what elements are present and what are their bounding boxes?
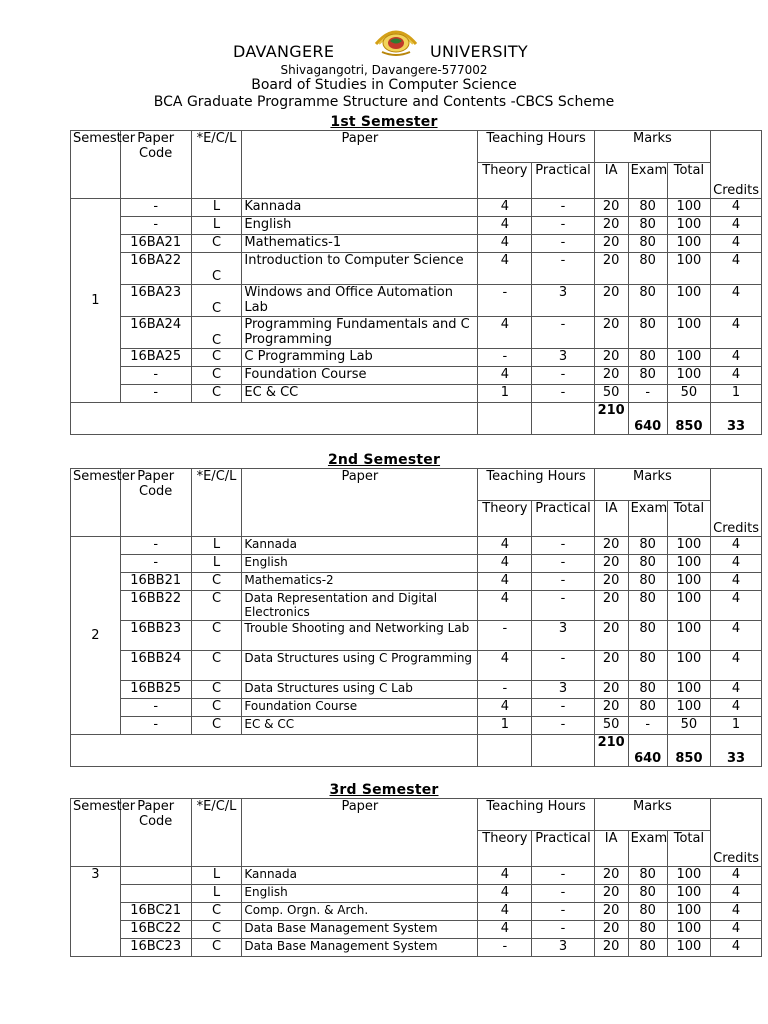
paper-code: 16BC22 [120, 921, 191, 939]
paper-name: Kannada [242, 867, 478, 885]
semester-3-title: 3rd Semester [329, 782, 439, 798]
ia-marks: 20 [594, 253, 628, 285]
university-logo-icon [372, 24, 420, 58]
col-semester: Semester [71, 799, 121, 867]
semester-2-title: 2nd Semester [327, 452, 441, 468]
col-marks: Marks [594, 131, 710, 163]
table-row [71, 217, 762, 235]
practical-hours: - [532, 317, 594, 349]
total-marks: 100 [667, 651, 710, 681]
theory-hours: - [478, 621, 532, 651]
exam-marks: 80 [628, 921, 667, 939]
table-row [71, 317, 762, 349]
total-marks: 100 [667, 349, 710, 367]
exam-marks: 80 [628, 537, 667, 555]
table-row [71, 903, 762, 921]
paper-name: Programming Fundamentals and C Programming [242, 317, 478, 349]
practical-hours: - [532, 921, 594, 939]
practical-hours: 3 [532, 621, 594, 651]
ia-marks: 20 [594, 235, 628, 253]
exam-marks: 80 [628, 285, 667, 317]
table-row [71, 555, 762, 573]
paper-code: 16BB22 [120, 591, 191, 621]
paper-type: L [191, 885, 242, 903]
table-row [71, 235, 762, 253]
credits: 4 [711, 651, 762, 681]
credits: 4 [711, 555, 762, 573]
paper-name: Kannada [242, 537, 478, 555]
paper-code: - [120, 555, 191, 573]
exam-marks: 80 [628, 591, 667, 621]
paper-type: C [191, 285, 242, 317]
table-row [71, 573, 762, 591]
paper-type: L [191, 199, 242, 217]
exam-marks: 80 [628, 621, 667, 651]
paper-name: EC & CC [242, 385, 478, 403]
semester-1-table [70, 130, 762, 435]
paper-type: C [191, 717, 242, 735]
semester-2-table [70, 468, 762, 767]
exam-marks: 80 [628, 903, 667, 921]
paper-name: Mathematics-2 [242, 573, 478, 591]
exam-marks: 80 [628, 555, 667, 573]
paper-code: 16BB25 [120, 681, 191, 699]
university-address: Shivagangotri, Davangere-577002 [280, 63, 488, 77]
paper-code: 16BB24 [120, 651, 191, 681]
col-ia: IA [594, 501, 628, 537]
theory-hours: 4 [478, 903, 532, 921]
university-name-left: DAVANGERE [233, 42, 335, 61]
table-row [71, 285, 762, 317]
theory-hours: - [478, 681, 532, 699]
total-marks: 100 [667, 367, 710, 385]
ia-marks: 20 [594, 573, 628, 591]
ia-marks: 20 [594, 217, 628, 235]
ia-marks: 50 [594, 385, 628, 403]
col-credits: Credits [711, 469, 762, 537]
paper-code: 16BC21 [120, 903, 191, 921]
paper-code: 16BA22 [120, 253, 191, 285]
table-row [71, 385, 762, 403]
ia-marks: 20 [594, 903, 628, 921]
paper-name: Data Structures using C Programming [242, 651, 478, 681]
paper-name: English [242, 217, 478, 235]
paper-code: 16BA25 [120, 349, 191, 367]
paper-type: C [191, 903, 242, 921]
theory-hours: - [478, 349, 532, 367]
paper-type: C [191, 385, 242, 403]
marks-total: 850 [667, 403, 710, 435]
practical-hours: 3 [532, 939, 594, 957]
paper-code: - [120, 537, 191, 555]
exam-total: 640 [628, 403, 667, 435]
practical-hours: - [532, 591, 594, 621]
table-row [71, 367, 762, 385]
practical-hours: - [532, 573, 594, 591]
credits: 4 [711, 573, 762, 591]
practical-hours: 3 [532, 349, 594, 367]
total-marks: 100 [667, 573, 710, 591]
semester-number: 3 [71, 867, 121, 957]
semester-number: 2 [71, 537, 121, 735]
credits: 4 [711, 903, 762, 921]
paper-type: L [191, 537, 242, 555]
ia-marks: 20 [594, 699, 628, 717]
practical-hours: - [532, 903, 594, 921]
total-marks: 100 [667, 867, 710, 885]
practical-hours: - [532, 199, 594, 217]
total-marks: 100 [667, 235, 710, 253]
theory-hours: 4 [478, 651, 532, 681]
paper-code: - [120, 717, 191, 735]
credits: 4 [711, 199, 762, 217]
practical-hours: 3 [532, 285, 594, 317]
paper-type: C [191, 235, 242, 253]
table-row [71, 591, 762, 621]
exam-marks: 80 [628, 885, 667, 903]
credits: 4 [711, 885, 762, 903]
paper-name: Mathematics-1 [242, 235, 478, 253]
theory-hours: 4 [478, 217, 532, 235]
total-marks: 100 [667, 285, 710, 317]
credits: 4 [711, 921, 762, 939]
paper-name: C Programming Lab [242, 349, 478, 367]
theory-hours: 4 [478, 573, 532, 591]
ia-marks: 20 [594, 867, 628, 885]
practical-hours: - [532, 651, 594, 681]
table-row [71, 537, 762, 555]
theory-hours: - [478, 939, 532, 957]
table-row [71, 921, 762, 939]
table-row [71, 621, 762, 651]
practical-hours: - [532, 555, 594, 573]
total-marks: 100 [667, 537, 710, 555]
paper-type: C [191, 253, 242, 285]
total-marks: 100 [667, 555, 710, 573]
credits: 1 [711, 717, 762, 735]
credits: 1 [711, 385, 762, 403]
table-row [71, 939, 762, 957]
table-header-row [71, 131, 762, 163]
col-practical: Practical [532, 163, 594, 199]
credits-total: 33 [711, 735, 762, 767]
paper-type: C [191, 349, 242, 367]
credits: 4 [711, 867, 762, 885]
exam-marks: 80 [628, 939, 667, 957]
col-marks: Marks [594, 469, 710, 501]
programme-title: BCA Graduate Programme Structure and Contents -CBCS Scheme [153, 94, 615, 110]
ia-marks: 20 [594, 591, 628, 621]
paper-type: C [191, 367, 242, 385]
board-title: Board of Studies in Computer Science [251, 77, 517, 93]
totals-row [71, 735, 762, 767]
theory-hours: 4 [478, 199, 532, 217]
col-total: Total [667, 163, 710, 199]
practical-hours: - [532, 537, 594, 555]
ia-marks: 20 [594, 537, 628, 555]
col-marks: Marks [594, 799, 710, 831]
paper-type: L [191, 555, 242, 573]
paper-type: C [191, 651, 242, 681]
total-marks: 100 [667, 939, 710, 957]
ia-marks: 20 [594, 317, 628, 349]
exam-marks: - [628, 385, 667, 403]
theory-hours: 4 [478, 555, 532, 573]
paper-name: Comp. Orgn. & Arch. [242, 903, 478, 921]
practical-hours: 3 [532, 681, 594, 699]
totals-row [71, 403, 762, 435]
paper-type: C [191, 591, 242, 621]
col-teaching-hours: Teaching Hours [478, 799, 594, 831]
exam-marks: 80 [628, 235, 667, 253]
credits: 4 [711, 367, 762, 385]
paper-type: C [191, 921, 242, 939]
theory-hours: - [478, 285, 532, 317]
theory-hours: 1 [478, 717, 532, 735]
exam-marks: - [628, 717, 667, 735]
practical-hours: - [532, 385, 594, 403]
paper-type: C [191, 573, 242, 591]
col-paper: Paper [242, 799, 478, 867]
paper-name: Windows and Office Automation Lab [242, 285, 478, 317]
table-row [71, 349, 762, 367]
theory-hours: 4 [478, 317, 532, 349]
ia-marks: 20 [594, 921, 628, 939]
table-row [71, 199, 762, 217]
paper-code: 16BB21 [120, 573, 191, 591]
theory-hours: 4 [478, 867, 532, 885]
col-paper-code: Paper Code [120, 799, 191, 867]
col-paper-code: Paper Code [120, 131, 191, 199]
paper-type: C [191, 939, 242, 957]
col-credits: Credits [711, 131, 762, 199]
paper-name: Data Structures using C Lab [242, 681, 478, 699]
total-marks: 50 [667, 385, 710, 403]
col-teaching-hours: Teaching Hours [478, 131, 594, 163]
practical-hours: - [532, 717, 594, 735]
paper-code: - [120, 199, 191, 217]
ia-marks: 20 [594, 939, 628, 957]
paper-name: English [242, 555, 478, 573]
total-marks: 100 [667, 591, 710, 621]
credits-total: 33 [711, 403, 762, 435]
table-row [71, 867, 762, 885]
col-ecl: *E/C/L [191, 131, 242, 199]
ia-total: 210 [594, 735, 628, 767]
exam-marks: 80 [628, 367, 667, 385]
col-credits: Credits [711, 799, 762, 867]
paper-code: 16BA23 [120, 285, 191, 317]
paper-type: L [191, 867, 242, 885]
paper-code: 16BA24 [120, 317, 191, 349]
col-ecl: *E/C/L [191, 469, 242, 537]
col-practical: Practical [532, 831, 594, 867]
paper-type: C [191, 621, 242, 651]
total-marks: 100 [667, 903, 710, 921]
exam-marks: 80 [628, 199, 667, 217]
col-practical: Practical [532, 501, 594, 537]
credits: 4 [711, 349, 762, 367]
col-semester: Semester [71, 131, 121, 199]
total-marks: 100 [667, 253, 710, 285]
theory-hours: 4 [478, 885, 532, 903]
credits: 4 [711, 217, 762, 235]
theory-hours: 4 [478, 591, 532, 621]
table-row [71, 681, 762, 699]
ia-marks: 20 [594, 885, 628, 903]
table-row [71, 717, 762, 735]
paper-type: C [191, 317, 242, 349]
col-teaching-hours: Teaching Hours [478, 469, 594, 501]
practical-hours: - [532, 217, 594, 235]
exam-marks: 80 [628, 253, 667, 285]
col-paper: Paper [242, 131, 478, 199]
credits: 4 [711, 699, 762, 717]
paper-name: English [242, 885, 478, 903]
col-ia: IA [594, 163, 628, 199]
paper-type: L [191, 217, 242, 235]
marks-total: 850 [667, 735, 710, 767]
col-theory: Theory [478, 831, 532, 867]
ia-marks: 20 [594, 367, 628, 385]
practical-hours: - [532, 235, 594, 253]
credits: 4 [711, 591, 762, 621]
col-ia: IA [594, 831, 628, 867]
table-row [71, 885, 762, 903]
exam-marks: 80 [628, 217, 667, 235]
ia-marks: 20 [594, 199, 628, 217]
paper-name: Trouble Shooting and Networking Lab [242, 621, 478, 651]
theory-hours: 4 [478, 367, 532, 385]
total-marks: 100 [667, 317, 710, 349]
ia-total: 210 [594, 403, 628, 435]
paper-name: Introduction to Computer Science [242, 253, 478, 285]
semester-3-table [70, 798, 762, 957]
ia-marks: 20 [594, 285, 628, 317]
table-row [71, 253, 762, 285]
university-name-right: UNIVERSITY [430, 42, 528, 61]
practical-hours: - [532, 367, 594, 385]
semester-1-title: 1st Semester [330, 114, 438, 130]
theory-hours: 1 [478, 385, 532, 403]
exam-marks: 80 [628, 651, 667, 681]
table-header-row [71, 799, 762, 831]
theory-hours: 4 [478, 537, 532, 555]
ia-marks: 50 [594, 717, 628, 735]
paper-code: - [120, 217, 191, 235]
col-ecl: *E/C/L [191, 799, 242, 867]
total-marks: 100 [667, 921, 710, 939]
paper-code [120, 867, 191, 885]
theory-hours: 4 [478, 235, 532, 253]
credits: 4 [711, 681, 762, 699]
credits: 4 [711, 621, 762, 651]
credits: 4 [711, 939, 762, 957]
paper-name: Data Base Management System [242, 921, 478, 939]
col-exam: Exam [628, 163, 667, 199]
ia-marks: 20 [594, 651, 628, 681]
paper-code: - [120, 699, 191, 717]
credits: 4 [711, 317, 762, 349]
ia-marks: 20 [594, 349, 628, 367]
paper-name: Foundation Course [242, 367, 478, 385]
col-paper-code: Paper Code [120, 469, 191, 537]
theory-hours: 4 [478, 921, 532, 939]
paper-code [120, 885, 191, 903]
total-marks: 100 [667, 885, 710, 903]
total-marks: 100 [667, 699, 710, 717]
col-semester: Semester [71, 469, 121, 537]
paper-code: - [120, 385, 191, 403]
exam-marks: 80 [628, 349, 667, 367]
paper-name: Data Base Management System [242, 939, 478, 957]
exam-marks: 80 [628, 681, 667, 699]
total-marks: 100 [667, 199, 710, 217]
paper-type: C [191, 681, 242, 699]
table-header-row [71, 469, 762, 501]
exam-marks: 80 [628, 317, 667, 349]
paper-name: Data Representation and Digital Electronics [242, 591, 478, 621]
paper-code: 16BA21 [120, 235, 191, 253]
paper-name: EC & CC [242, 717, 478, 735]
credits: 4 [711, 253, 762, 285]
paper-code: - [120, 367, 191, 385]
practical-hours: - [532, 885, 594, 903]
col-theory: Theory [478, 163, 532, 199]
paper-code: 16BB23 [120, 621, 191, 651]
paper-name: Kannada [242, 199, 478, 217]
paper-name: Foundation Course [242, 699, 478, 717]
practical-hours: - [532, 253, 594, 285]
col-total: Total [667, 831, 710, 867]
col-total: Total [667, 501, 710, 537]
theory-hours: 4 [478, 253, 532, 285]
exam-total: 640 [628, 735, 667, 767]
theory-hours: 4 [478, 699, 532, 717]
credits: 4 [711, 537, 762, 555]
semester-number: 1 [71, 199, 121, 403]
ia-marks: 20 [594, 555, 628, 573]
exam-marks: 80 [628, 573, 667, 591]
exam-marks: 80 [628, 867, 667, 885]
ia-marks: 20 [594, 621, 628, 651]
paper-code: 16BC23 [120, 939, 191, 957]
total-marks: 100 [667, 681, 710, 699]
col-theory: Theory [478, 501, 532, 537]
practical-hours: - [532, 867, 594, 885]
col-exam: Exam [628, 831, 667, 867]
ia-marks: 20 [594, 681, 628, 699]
total-marks: 50 [667, 717, 710, 735]
col-paper: Paper [242, 469, 478, 537]
paper-type: C [191, 699, 242, 717]
credits: 4 [711, 235, 762, 253]
total-marks: 100 [667, 621, 710, 651]
practical-hours: - [532, 699, 594, 717]
table-row [71, 699, 762, 717]
exam-marks: 80 [628, 699, 667, 717]
total-marks: 100 [667, 217, 710, 235]
col-exam: Exam [628, 501, 667, 537]
credits: 4 [711, 285, 762, 317]
table-row [71, 651, 762, 681]
